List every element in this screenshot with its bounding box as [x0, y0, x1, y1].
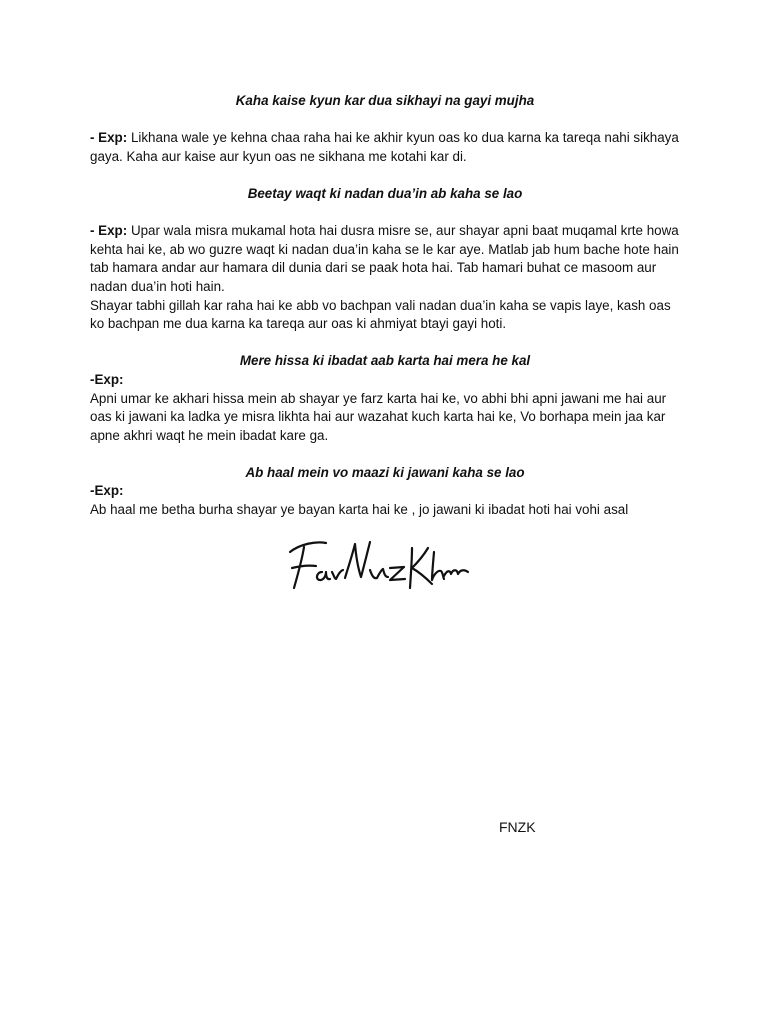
spacer [90, 445, 680, 464]
exp-label: - Exp: [90, 130, 128, 146]
spacer [90, 204, 680, 223]
exp-label: - Exp: [90, 223, 128, 239]
spacer [90, 166, 680, 185]
exp-label: -Exp: [90, 371, 124, 387]
exp-label: -Exp: [90, 483, 124, 499]
explanation-2 [90, 222, 680, 296]
handwritten-signature [282, 532, 478, 602]
explanation-4: Ab haal me betha burha shayar ye bayan karta hai ke , jo jawani ki ibadat hoti hai vohi asal [90, 502, 629, 518]
spacer [90, 111, 680, 130]
verse-4: Ab haal mein vo maazi ki jawani kaha se lao [245, 464, 525, 480]
verse-2: Beetay waqt ki nadan dua’in ab kaha se lao [247, 185, 523, 201]
document-body [90, 92, 680, 520]
explanation-2-continued: Shayar tabhi gillah kar raha hai ke abb vo bachpan vali nadan dua’in kaha se vapis laye, kash oas ko bachpan me dua karna ka tareqa aur oas ki ahmiyat btayi gayi hoti. [90, 297, 671, 332]
explanation-3: Apni umar ke akhari hissa mein ab shayar ye farz karta hai ke, vo abhi bhi apni jawani me hai aur oas ki jawani ka ladka ye misra likhta hai aur wazahat kuch karta hai ke, Vo borhapa mein jaa kar apne akhri waqt he mein ibadat kare ga. [90, 390, 667, 443]
spacer [90, 334, 680, 353]
verse-1: Kaha kaise kyun kar dua sikhayi na gayi mujha [235, 93, 535, 108]
explanation-1 [90, 129, 680, 166]
explanation-text: Upar wala misra mukamal hota hai dusra misre se, aur shayar apni baat muqamal krte howa kehta hai ke, ab wo guzre waqt ki nadan dua’in kaha se le kar aye. Matlab jab hum bache hote hain tab hamara andar aur hamara dil dunia dari se paak hota hai. Tab hamari buhat ce masoom aur nadan dua’in hoti hain. [90, 223, 679, 294]
verse-3: Mere hissa ki ibadat aab karta hai mera he kal [239, 353, 531, 369]
signature-initials: FNZK [499, 819, 536, 835]
explanation-text: Likhana wale ye kehna chaa raha hai ke akhir kyun oas ko dua karna ka tareqa nahi sikhaya gaya. Kaha aur kaise aur kyun oas ne sikhana me kotahi kar di. [90, 130, 679, 164]
